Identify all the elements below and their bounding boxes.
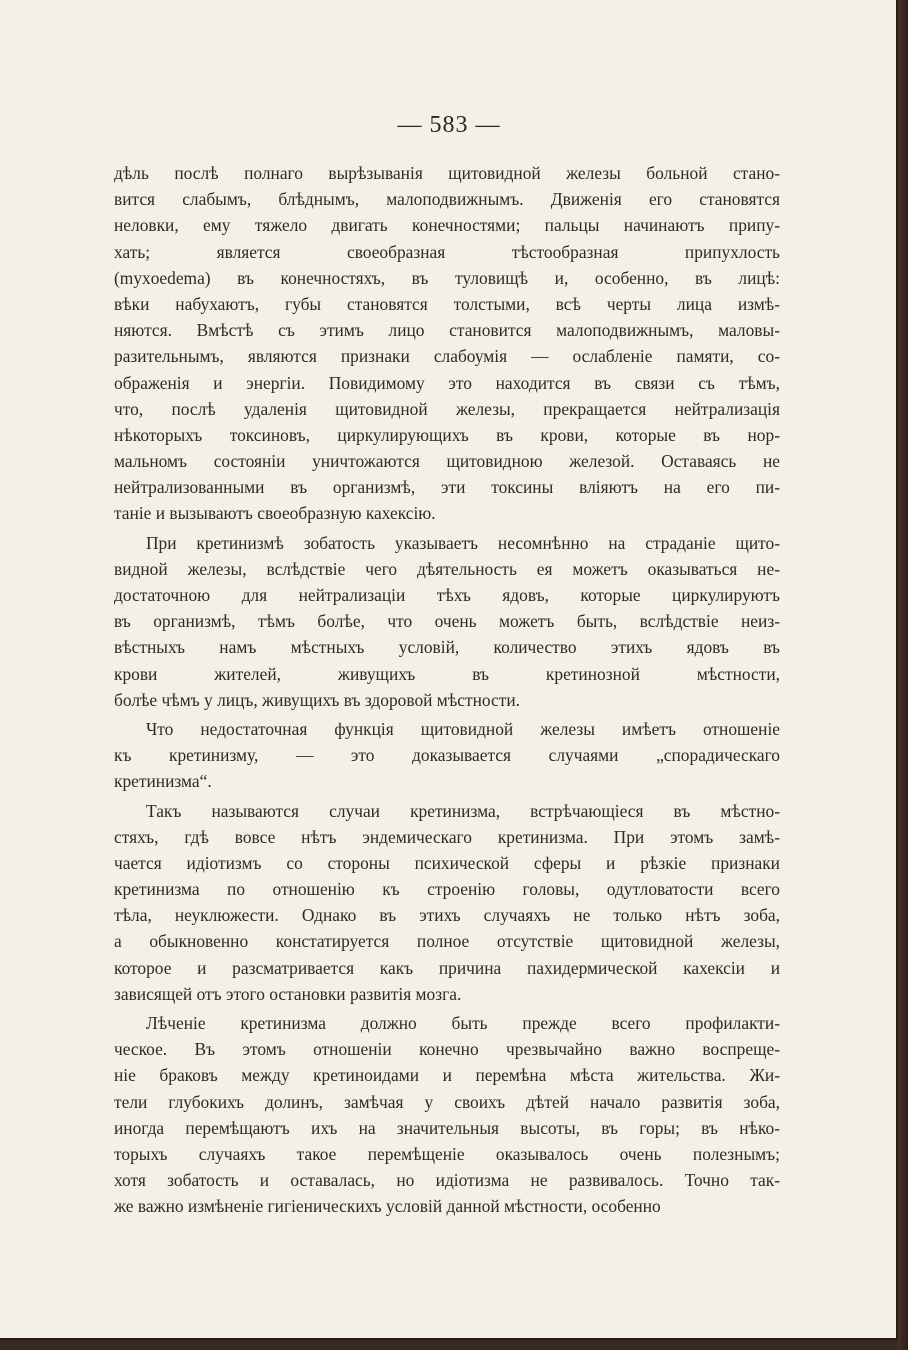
- text-line: тели глубокихъ долинъ, замѣчая у своихъ дѣтей начало развитія зоба,: [114, 1091, 780, 1112]
- text-line: что, послѣ удаленія щитовидной железы, прекращается нейтрализація: [114, 398, 780, 419]
- text-line: ображенія и энергіи. Повидимому это находится въ связи съ тѣмъ,: [114, 372, 780, 393]
- text-line: нейтрализованными въ организмѣ, эти токсины вліяютъ на его пи-: [114, 477, 780, 498]
- text-line: дѣль послѣ полнаго вырѣзыванія щитовидной железы больной стано-: [114, 163, 780, 183]
- text-line: къ кретинизму, — это доказывается случаями „спорадическаго: [114, 745, 780, 766]
- text-line: а обыкновенно констатируется полное отсутствіе щитовидной железы,: [114, 931, 780, 952]
- paragraph: [114, 1010, 780, 1220]
- text-line: вѣстныхъ намъ мѣстныхъ условій, количество этихъ ядовъ въ: [114, 637, 780, 658]
- text-line: ніе браковъ между кретиноидами и перемѣна мѣста жительства. Жи-: [114, 1065, 780, 1086]
- text-line: болѣе чѣмъ у лицъ, живущихъ въ здоровой мѣстности.: [114, 689, 520, 710]
- text-line: ческое. Въ этомъ отношеніи конечно чрезвычайно важно воспреще-: [114, 1039, 780, 1060]
- paragraph: [114, 530, 780, 713]
- text-line: Лѣченіе кретинизма должно быть прежде всего профилакти-: [146, 1013, 780, 1033]
- text-line: кретинизма по отношенію къ строенію головы, одутловатости всего: [114, 879, 780, 900]
- page-number: — 583 —: [397, 112, 501, 138]
- text-line: вѣки набухаютъ, губы становятся толстыми, всѣ черты лица измѣ-: [114, 293, 780, 314]
- body-text: [114, 160, 780, 1223]
- text-line: Такъ называются случаи кретинизма, встрѣчающіеся въ мѣстно-: [146, 800, 780, 821]
- text-line: чается идіотизмъ со стороны психической сферы и рѣзкіе признаки: [114, 852, 780, 873]
- text-line: разительнымъ, являются признаки слабоумія — ослабленіе памяти, со-: [114, 346, 780, 367]
- book-spine-edge: [898, 0, 908, 1350]
- text-line: тѣла, неуклюжести. Однако въ этихъ случаяхъ не только нѣтъ зоба,: [114, 905, 780, 926]
- text-line: иногда перемѣщаютъ ихъ на значительныя высоты, въ горы; въ нѣко-: [114, 1117, 780, 1138]
- text-line: хать; является своеобразная тѣстообразная припухлость: [114, 241, 780, 262]
- text-line: же важно измѣненіе гигіеническихъ условій данной мѣстности, особенно: [114, 1196, 661, 1217]
- text-line: въ организмѣ, тѣмъ болѣе, что очень можетъ быть, вслѣдствіе неиз-: [114, 611, 780, 632]
- text-line: няются. Вмѣстѣ съ этимъ лицо становится малоподвижнымъ, маловы-: [114, 320, 780, 341]
- text-line: которое и разсматривается какъ причина пахидермической кахексіи и: [114, 957, 780, 978]
- text-line: Что недостаточная функція щитовидной железы имѣетъ отношеніе: [146, 718, 780, 739]
- text-line: стяхъ, гдѣ вовсе нѣтъ эндемическаго кретинизма. При этомъ замѣ-: [114, 826, 780, 847]
- text-line: вится слабымъ, блѣднымъ, малоподвижнымъ. Движенія его становятся: [114, 189, 780, 210]
- text-line: кретинизма“.: [114, 771, 212, 792]
- text-line: крови жителей, живущихъ въ кретинозной мѣстности,: [114, 663, 780, 684]
- text-line: (myxoedema) въ конечностяхъ, въ туловищѣ и, особенно, въ лицѣ:: [114, 267, 780, 288]
- text-line: достаточною для нейтрализаціи тѣхъ ядовъ, которые циркулируютъ: [114, 585, 780, 605]
- text-line: видной железы, вслѣдствіе чего дѣятельность ея можетъ оказываться не-: [114, 558, 780, 579]
- text-line: При кретинизмѣ зобатость указываетъ несомнѣнно на страданіе щито-: [146, 532, 780, 553]
- paragraph: [114, 160, 780, 527]
- text-line: торыхъ случаяхъ такое перемѣщеніе оказывалось очень полезнымъ;: [114, 1143, 780, 1164]
- text-line: неловки, ему тяжело двигать конечностями; пальцы начинаютъ припу-: [114, 215, 780, 236]
- text-line: мальномъ состояніи уничтожаются щитовидною железой. Оставаясь не: [114, 451, 780, 472]
- paragraph: [114, 798, 780, 1008]
- text-line: хотя зобатость и оставалась, но идіотизма не развивалось. Точно так-: [114, 1170, 780, 1191]
- text-line: таніе и вызываютъ своеобразную кахексію.: [114, 503, 436, 524]
- paragraph: [114, 716, 780, 795]
- text-line: зависящей отъ этого остановки развитія мозга.: [114, 983, 462, 1004]
- text-line: нѣкоторыхъ токсиновъ, циркулирующихъ въ крови, которые въ нор-: [114, 424, 780, 445]
